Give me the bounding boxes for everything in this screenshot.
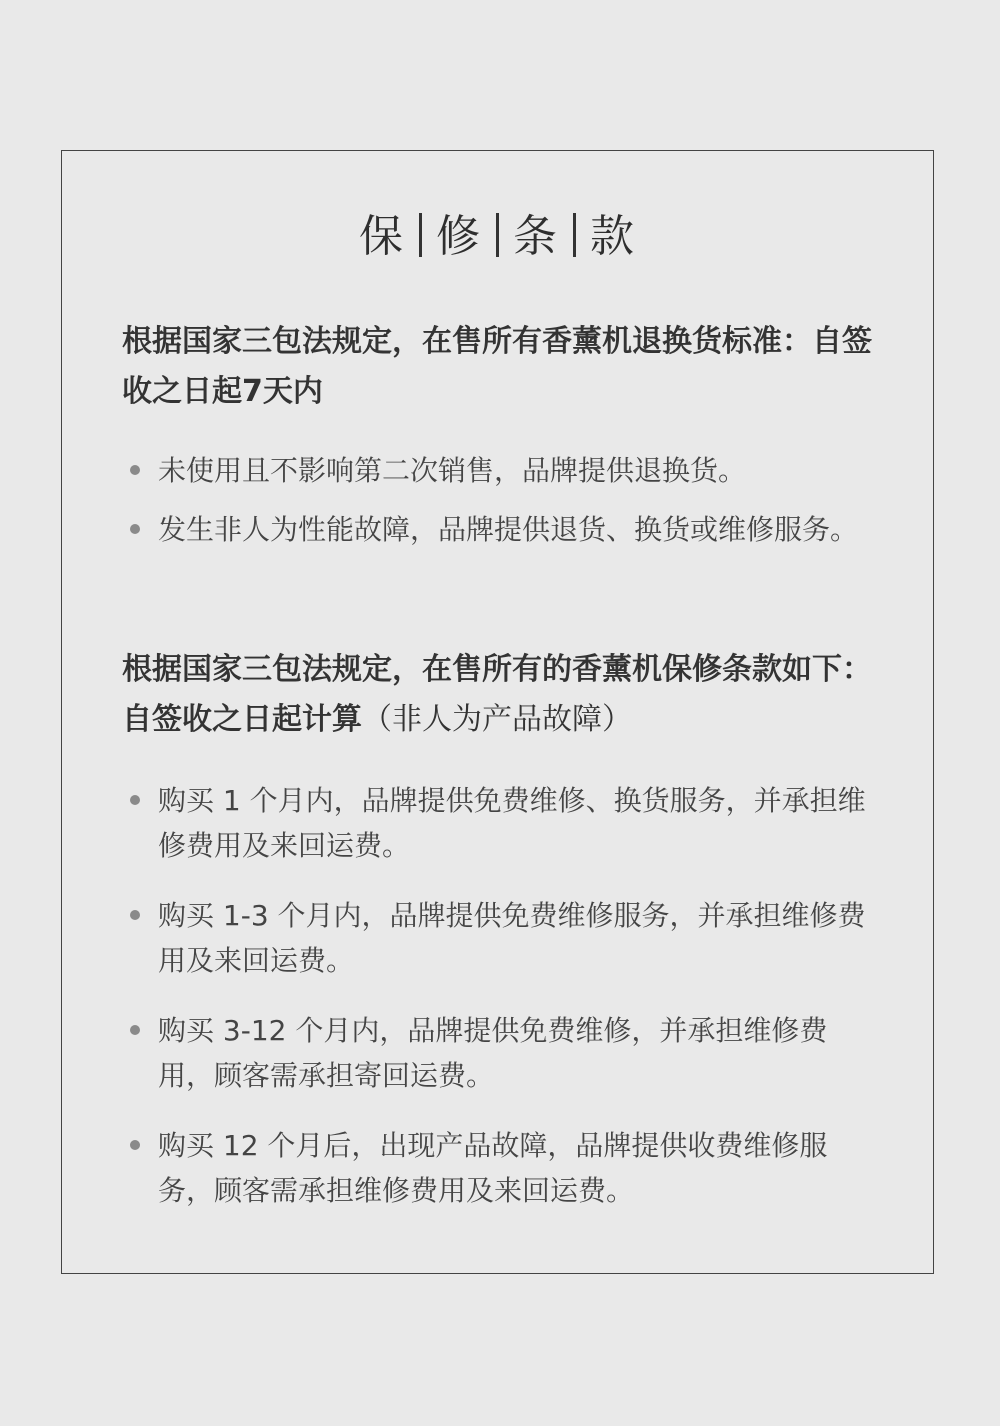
bullet-dot-icon [130, 465, 140, 475]
title-separator [419, 213, 422, 257]
warranty-panel [61, 150, 934, 1274]
bullet-dot-icon [130, 1025, 140, 1035]
bullet-dot-icon [130, 795, 140, 805]
list-item-text: 购买 3-12 个月内，品牌提供免费维修，并承担维修费用，顾客需承担寄回运费。 [158, 1014, 828, 1092]
warranty-terms-heading [122, 645, 882, 745]
list-item-text: 购买 1-3 个月内，品牌提供免费维修服务，并承担维修费用及来回运费。 [158, 899, 866, 977]
list-item [158, 448, 868, 493]
bullet-dot-icon [130, 524, 140, 534]
list-item-text: 发生非人为性能故障，品牌提供退货、换货或维修服务。 [158, 513, 859, 546]
title-char: 条 [513, 211, 559, 262]
page-title [62, 211, 933, 263]
warranty-terms-heading-text: 根据国家三包法规定，在售所有的香薰机保修条款如下：自签收之日起计算 [122, 652, 872, 737]
title-char: 保 [359, 211, 405, 262]
list-item [158, 1008, 868, 1098]
title-separator [573, 213, 576, 257]
return-policy-heading: 根据国家三包法规定，在售所有香薰机退换货标准：自签收之日起7天内 [122, 324, 872, 409]
bullet-dot-icon [130, 1140, 140, 1150]
list-item [158, 507, 868, 552]
title-char: 款 [590, 211, 636, 262]
title-separator [496, 213, 499, 257]
bullet-dot-icon [130, 910, 140, 920]
list-item [158, 1123, 868, 1213]
list-item [158, 778, 868, 868]
title-char: 修 [436, 211, 482, 262]
warranty-terms-heading-note: （非人为产品故障） [362, 702, 632, 737]
list-item-text: 未使用且不影响第二次销售，品牌提供退换货。 [158, 454, 747, 487]
list-item-text: 购买 12 个月后，出现产品故障，品牌提供收费维修服务，顾客需承担维修费用及来回运费。 [158, 1129, 828, 1207]
list-item [158, 893, 868, 983]
list-item-text: 购买 1 个月内，品牌提供免费维修、换货服务，并承担维修费用及来回运费。 [158, 784, 866, 862]
